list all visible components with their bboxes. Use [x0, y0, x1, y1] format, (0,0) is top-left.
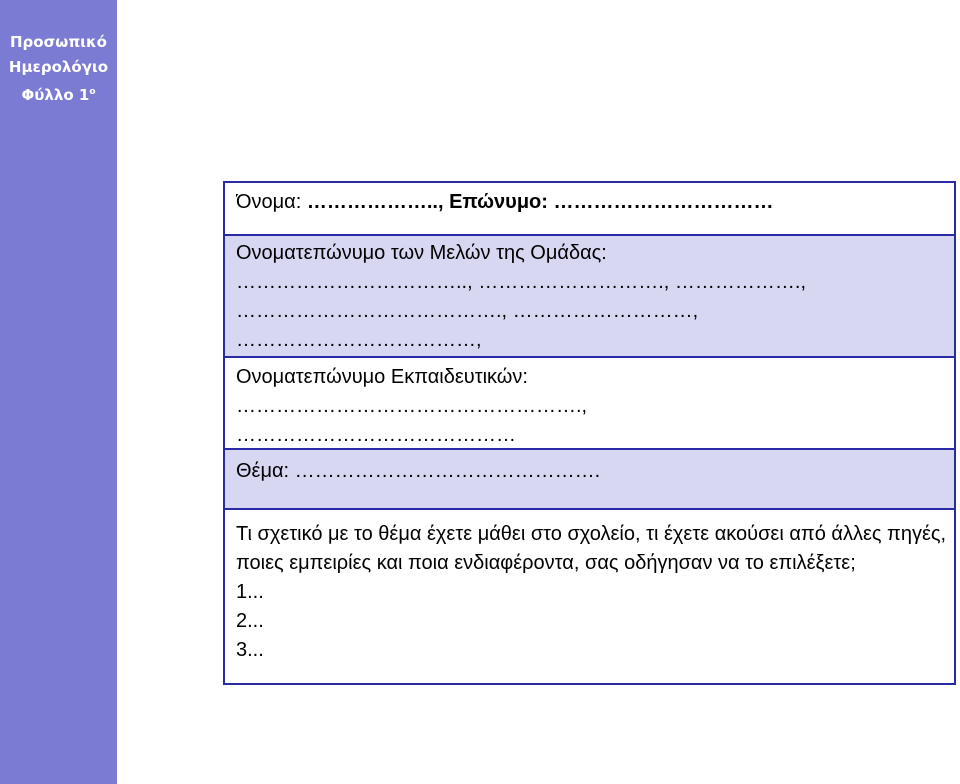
sidebar-title-line2: Ημερολόγιο	[8, 58, 109, 76]
surname-field[interactable]: ……………………………	[547, 191, 774, 213]
topic-row	[225, 448, 954, 508]
teachers-field-line1[interactable]: …………………………………………….,	[236, 395, 588, 417]
name-row	[225, 183, 954, 234]
surname-label: Επώνυμο:	[449, 191, 548, 213]
name-line	[236, 188, 948, 217]
sidebar-title-line1: Προσωπικό	[10, 33, 107, 51]
members-field-line3[interactable]: ………………………………,	[236, 329, 482, 351]
answer-item-2[interactable]: 2...	[236, 610, 264, 632]
topic-label: Θέμα:	[236, 460, 290, 482]
question-text: Τι σχετικό με το θέμα έχετε μάθει στο σχολείο, τι έχετε ακούσει από άλλες πηγές, ποιες εμπειρίες και ποια ενδιαφέροντα, σας οδήγησαν να το επιλέξετε;	[236, 523, 947, 574]
members-label: Ονοματεπώνυμο των Μελών της Ομάδας:	[236, 242, 607, 264]
sheet-number: Φύλλο 1	[21, 86, 90, 104]
name-field[interactable]: ………………..	[301, 191, 438, 213]
diary-form	[223, 181, 956, 685]
sidebar	[0, 0, 117, 784]
question-row	[225, 508, 954, 683]
name-label: Όνομα:	[236, 191, 302, 213]
answer-item-3[interactable]: 3...	[236, 639, 264, 661]
sheet-number-superscript: ο	[89, 87, 96, 97]
topic-field[interactable]: ……………………………………….	[289, 460, 601, 482]
sidebar-title-line3	[0, 80, 117, 108]
members-field-line2[interactable]: …………………………………., ………………………,	[236, 300, 699, 322]
members-row	[225, 234, 954, 356]
teachers-field-line2[interactable]: ……………………………………	[236, 424, 516, 446]
teachers-label: Ονοματεπώνυμο Εκπαιδευτικών:	[236, 366, 528, 388]
answer-item-1[interactable]: 1...	[236, 581, 264, 603]
teachers-row	[225, 356, 954, 448]
sidebar-title	[0, 30, 117, 108]
topic-line	[236, 457, 948, 486]
members-field-line1[interactable]: …………………………….., ………………………., ……………….,	[236, 271, 807, 293]
name-separator: ,	[437, 191, 450, 213]
